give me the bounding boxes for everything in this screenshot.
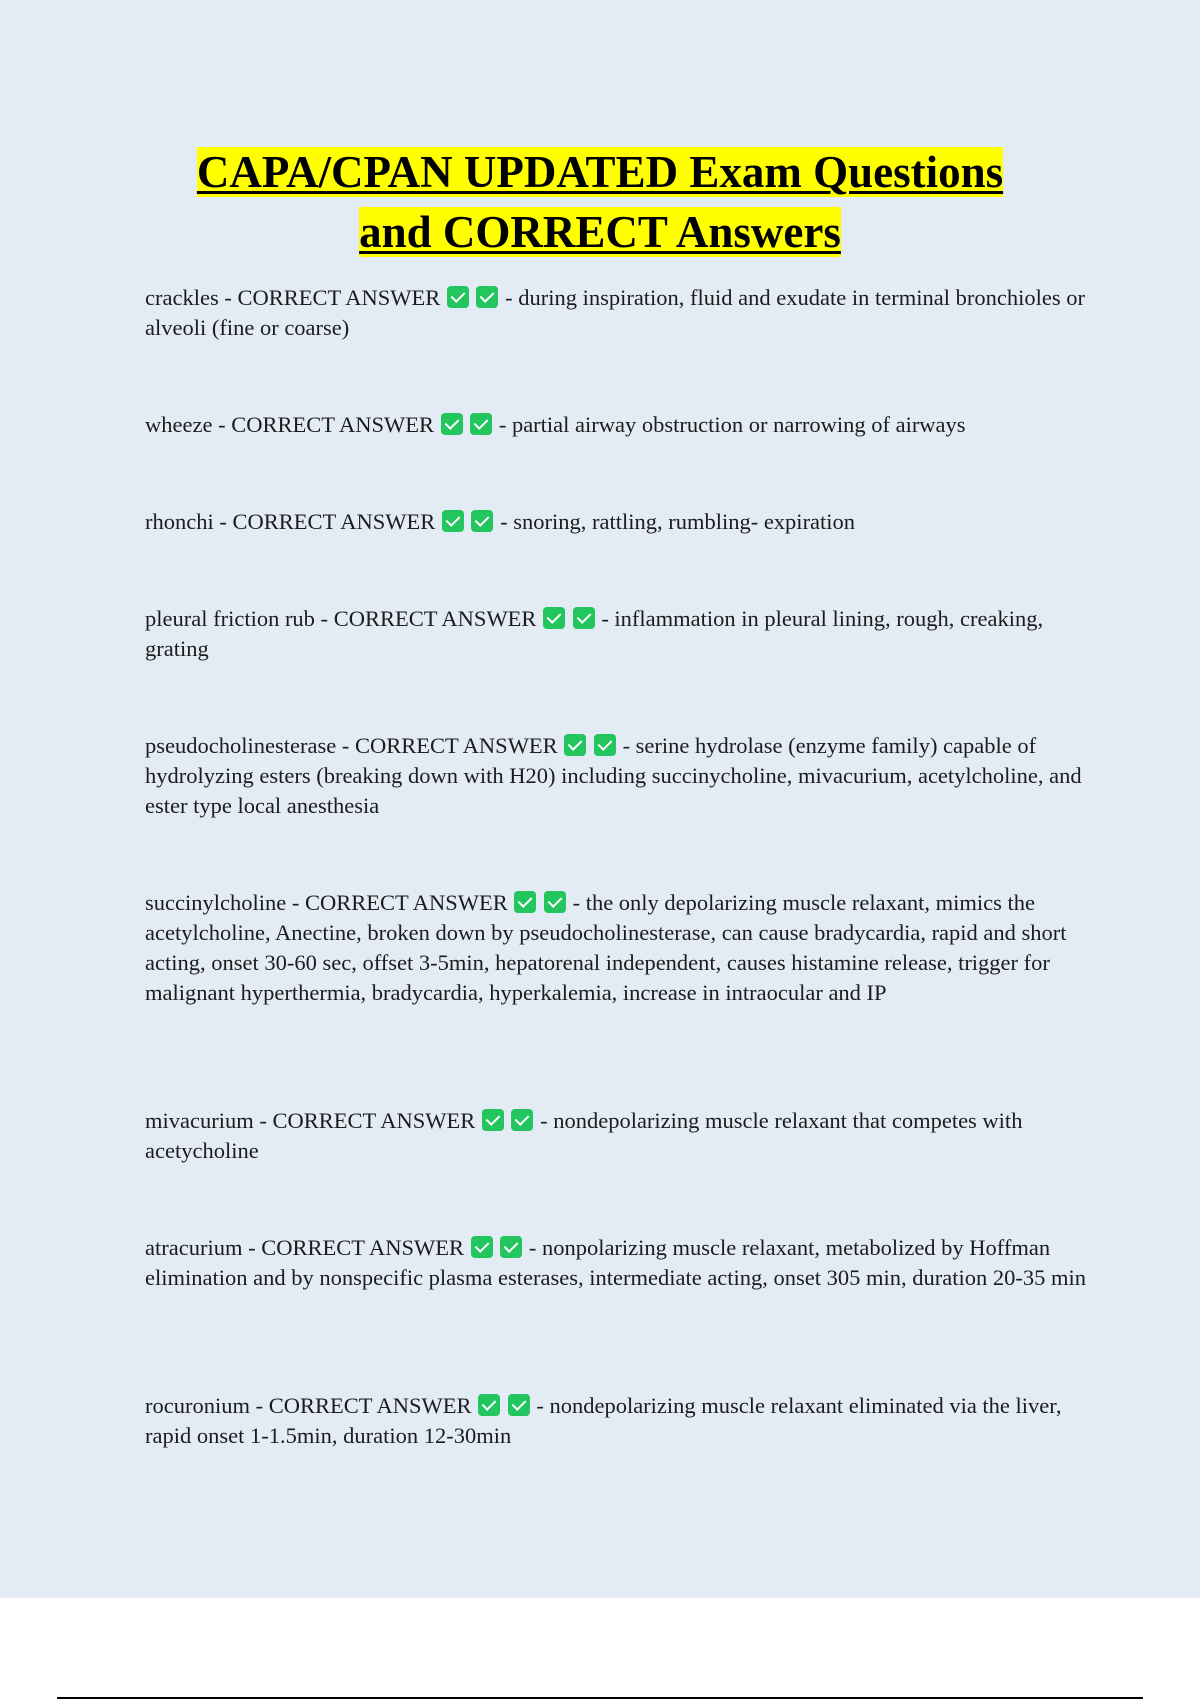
qa-term: crackles -	[145, 285, 238, 310]
green-checkbox-icon	[564, 734, 586, 756]
green-checkbox-icon	[508, 1394, 530, 1416]
green-checkbox-icon	[442, 510, 464, 532]
green-checkbox-icon	[441, 413, 463, 435]
qa-definition: - partial airway obstruction or narrowing of airways	[493, 412, 966, 437]
answer-marker: CORRECT ANSWER	[232, 509, 436, 534]
qa-definition: - during inspiration, fluid and exudate in terminal bronchioles or alveoli (fine or coarse)	[145, 285, 1085, 340]
qa-term: succinylcholine -	[145, 890, 305, 915]
green-checkbox-icon	[470, 413, 492, 435]
qa-item-pleural-friction-rub	[145, 604, 1090, 664]
qa-definition: - inflammation in pleural lining, rough, creaking, grating	[145, 606, 1044, 661]
qa-definition: - nondepolarizing muscle relaxant that competes with acetycholine	[145, 1108, 1023, 1163]
title-line-2: and CORRECT Answers	[359, 207, 841, 257]
qa-item-wheeze	[145, 410, 1090, 440]
qa-definition: - the only depolarizing muscle relaxant, mimics the acetylcholine, Anectine, broken down by pseudocholinesterase, can cause bradycardia, rapid and short acting, onset 30-60 sec, offset 3-5min, hepatorenal independent, causes histamine release, trigger for malignant hyperthermia, bradycardia, hyperkalemia, increase in intraocular and IP	[145, 890, 1067, 1005]
answer-marker: CORRECT ANSWER	[237, 285, 441, 310]
green-checkbox-icon	[573, 607, 595, 629]
qa-definition: - nondepolarizing muscle relaxant eliminated via the liver, rapid onset 1-1.5min, duration 12-30min	[145, 1393, 1062, 1448]
qa-item-pseudocholinesterase	[145, 731, 1090, 821]
qa-item-succinylcholine	[145, 888, 1090, 1008]
answer-marker: CORRECT ANSWER	[268, 1393, 472, 1418]
qa-definition: - nonpolarizing muscle relaxant, metabolized by Hoffman elimination and by nonspecific plasma esterases, intermediate acting, onset 305 min, duration 20-35 min	[145, 1235, 1087, 1290]
answer-marker: CORRECT ANSWER	[272, 1108, 476, 1133]
footer-divider	[57, 1697, 1143, 1699]
answer-marker: CORRECT ANSWER	[261, 1235, 464, 1260]
green-checkbox-icon	[543, 607, 565, 629]
green-checkbox-icon	[511, 1109, 533, 1131]
qa-term: rocuronium -	[145, 1393, 269, 1418]
answer-marker: CORRECT ANSWER	[231, 412, 434, 437]
qa-item-atracurium	[145, 1233, 1090, 1293]
green-checkbox-icon	[447, 286, 469, 308]
green-checkbox-icon	[471, 1236, 493, 1258]
qa-item-rocuronium	[145, 1391, 1090, 1451]
green-checkbox-icon	[478, 1394, 500, 1416]
qa-item-mivacurium	[145, 1106, 1090, 1166]
qa-term: mivacurium -	[145, 1108, 273, 1133]
qa-term: rhonchi -	[145, 509, 233, 534]
qa-term: atracurium -	[145, 1235, 262, 1260]
green-checkbox-icon	[514, 891, 536, 913]
green-checkbox-icon	[544, 891, 566, 913]
answer-marker: CORRECT ANSWER	[354, 733, 558, 758]
qa-term: pseudocholinesterase -	[145, 733, 355, 758]
qa-term: pleural friction rub -	[145, 606, 334, 631]
green-checkbox-icon	[476, 286, 498, 308]
qa-definition: - snoring, rattling, rumbling- expiration	[494, 509, 856, 534]
qa-item-crackles	[145, 283, 1090, 343]
answer-marker: CORRECT ANSWER	[333, 606, 537, 631]
document-title	[0, 142, 1200, 262]
green-checkbox-icon	[471, 510, 493, 532]
green-checkbox-icon	[482, 1109, 504, 1131]
title-line-1: CAPA/CPAN UPDATED Exam Questions	[196, 147, 1004, 197]
green-checkbox-icon	[500, 1236, 522, 1258]
qa-term: wheeze -	[145, 412, 232, 437]
qa-definition: - serine hydrolase (enzyme family) capable of hydrolyzing esters (breaking down with H20) including succinycholine, mivacurium, acetylcholine, and ester type local anesthesia	[145, 733, 1082, 818]
green-checkbox-icon	[594, 734, 616, 756]
answer-marker: CORRECT ANSWER	[304, 890, 508, 915]
qa-item-rhonchi	[145, 507, 1090, 537]
